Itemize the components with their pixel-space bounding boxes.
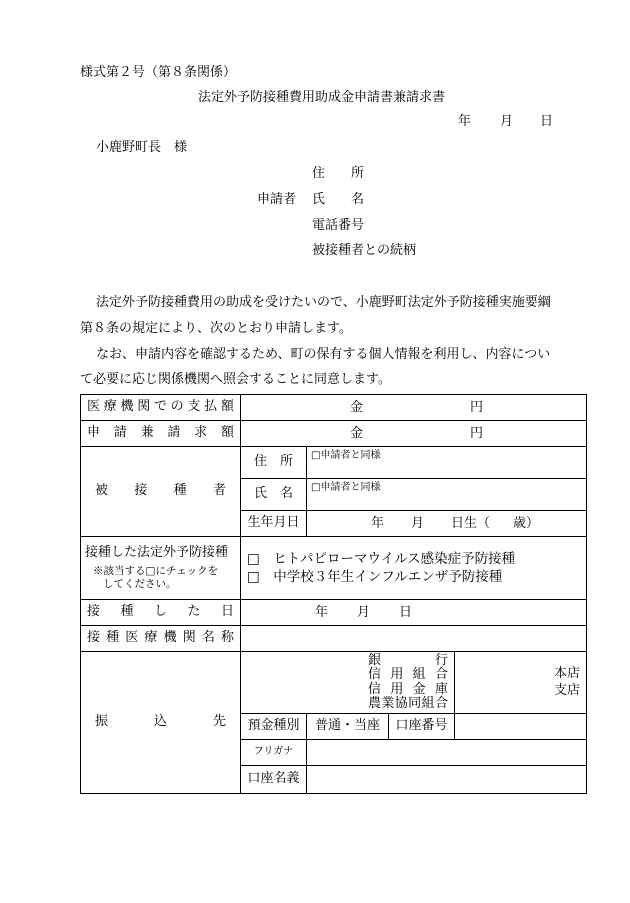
date-hi: 日 xyxy=(399,604,413,620)
birth-date-cell[interactable] xyxy=(307,511,587,537)
application-table xyxy=(80,394,587,794)
payment-amount-cell[interactable] xyxy=(241,395,587,421)
clinic-label-cell: 接 種 医 療 機 関 名 称 xyxy=(81,626,241,652)
vaccine-label-cell xyxy=(81,537,241,600)
birth-hi: 日生（ xyxy=(451,515,491,531)
birth-label: 生年月日 xyxy=(241,511,307,537)
bank-name-cell[interactable] xyxy=(241,652,455,714)
body-para1-line1: 法定外予防接種費用の助成を受けたいので、小鹿野町法定外予防接種実施要綱 xyxy=(96,295,551,310)
payment-label-cell: 医 療 機 関 で の 支 払 額 xyxy=(81,395,241,421)
branch-sub: 支店 xyxy=(553,682,580,698)
vaccine-option-influenza[interactable]: □ 中学校３年生インフルエンザ予防接種 xyxy=(247,569,503,585)
bank-type-credit-union: 信 用 組 合 xyxy=(368,667,448,683)
bank-type-agri-coop: 農 業 協 同 組 合 xyxy=(368,695,448,711)
account-number-cell[interactable] xyxy=(455,714,587,740)
vaccinee-address-label: 住 所 xyxy=(241,447,307,479)
transfer-label-cell: 振 込 先 xyxy=(81,652,241,794)
body-para1-line2: 第８条の規定により、次のとおり申請します。 xyxy=(80,321,352,336)
clinic-name-cell[interactable] xyxy=(241,626,587,652)
bank-type-bank: 銀 行 xyxy=(368,652,448,668)
furigana-cell[interactable] xyxy=(307,740,587,766)
furigana-label: フリガナ xyxy=(241,740,307,766)
claim-yen: 円 xyxy=(470,425,484,441)
vaccinee-name-label: 氏 名 xyxy=(241,479,307,511)
deposit-type-label: 預金種別 xyxy=(241,714,307,740)
claim-amount-cell[interactable] xyxy=(241,421,587,447)
form-number: 様式第２号（第８条関係） xyxy=(80,65,237,80)
payment-yen: 円 xyxy=(470,399,484,415)
birth-sai: 歳） xyxy=(513,515,540,531)
birth-nen: 年 xyxy=(371,515,385,531)
vaccinee-name-cell[interactable] xyxy=(307,479,587,511)
deposit-type-value[interactable]: 普通・当座 xyxy=(307,714,389,740)
date-tsuki: 月 xyxy=(357,604,371,620)
date-nen: 年 xyxy=(315,604,329,620)
vaccination-date-cell[interactable] xyxy=(241,600,587,626)
body-para2-line1: なお、申請内容を確認するため、町の保有する個人情報を利用し、内容につい xyxy=(96,347,551,362)
same-as-applicant-checkbox-1[interactable]: □申請者と同様 xyxy=(311,450,381,461)
claim-kin: 金 xyxy=(350,425,364,441)
date-month: 月 xyxy=(500,114,514,129)
birth-tsuki: 月 xyxy=(411,515,425,531)
same-as-applicant-checkbox-2[interactable]: □申請者と同様 xyxy=(311,482,381,493)
payment-kin: 金 xyxy=(350,399,364,415)
account-name-label: 口座名義 xyxy=(241,766,307,794)
vaccine-option-hpv[interactable]: □ ヒトパピローマウイルス感染症予防接種 xyxy=(247,550,516,567)
vaccine-options-cell xyxy=(241,537,587,600)
vaccinee-address-cell[interactable] xyxy=(307,447,587,479)
applicant-name-label: 氏 名 xyxy=(312,192,365,207)
applicant-relation-label: 被接種者との続柄 xyxy=(312,243,417,258)
account-number-label: 口座番号 xyxy=(389,714,455,740)
vaccine-note-1: ※該当する□にチェックを xyxy=(93,564,219,577)
applicant-address-label: 住 所 xyxy=(312,166,365,181)
branch-cell[interactable] xyxy=(455,652,587,714)
claim-label-cell: 申 請 兼 請 求 額 xyxy=(81,421,241,447)
branch-head: 本店 xyxy=(553,666,580,682)
date-year: 年 xyxy=(458,114,472,129)
account-name-cell[interactable] xyxy=(307,766,587,794)
applicant-label: 申請者 xyxy=(257,192,297,207)
date-day: 日 xyxy=(540,114,554,129)
addressee: 小鹿野町長 様 xyxy=(96,140,188,155)
applicant-phone-label: 電話番号 xyxy=(312,218,365,233)
form-title: 法定外予防接種費用助成金申請書兼請求書 xyxy=(198,90,446,105)
bank-type-credit-bank: 信 用 金 庫 xyxy=(368,681,448,697)
vaccine-label: 接種した法定外予防接種 xyxy=(85,545,229,561)
vaccination-date-label-cell: 接 種 し た 日 xyxy=(81,600,241,626)
vaccinee-label-cell: 被 接 種 者 xyxy=(81,447,241,537)
body-para2-line2: て必要に応じ関係機関へ照会することに同意します。 xyxy=(80,372,391,387)
vaccine-note-2: してください。 xyxy=(103,577,177,590)
